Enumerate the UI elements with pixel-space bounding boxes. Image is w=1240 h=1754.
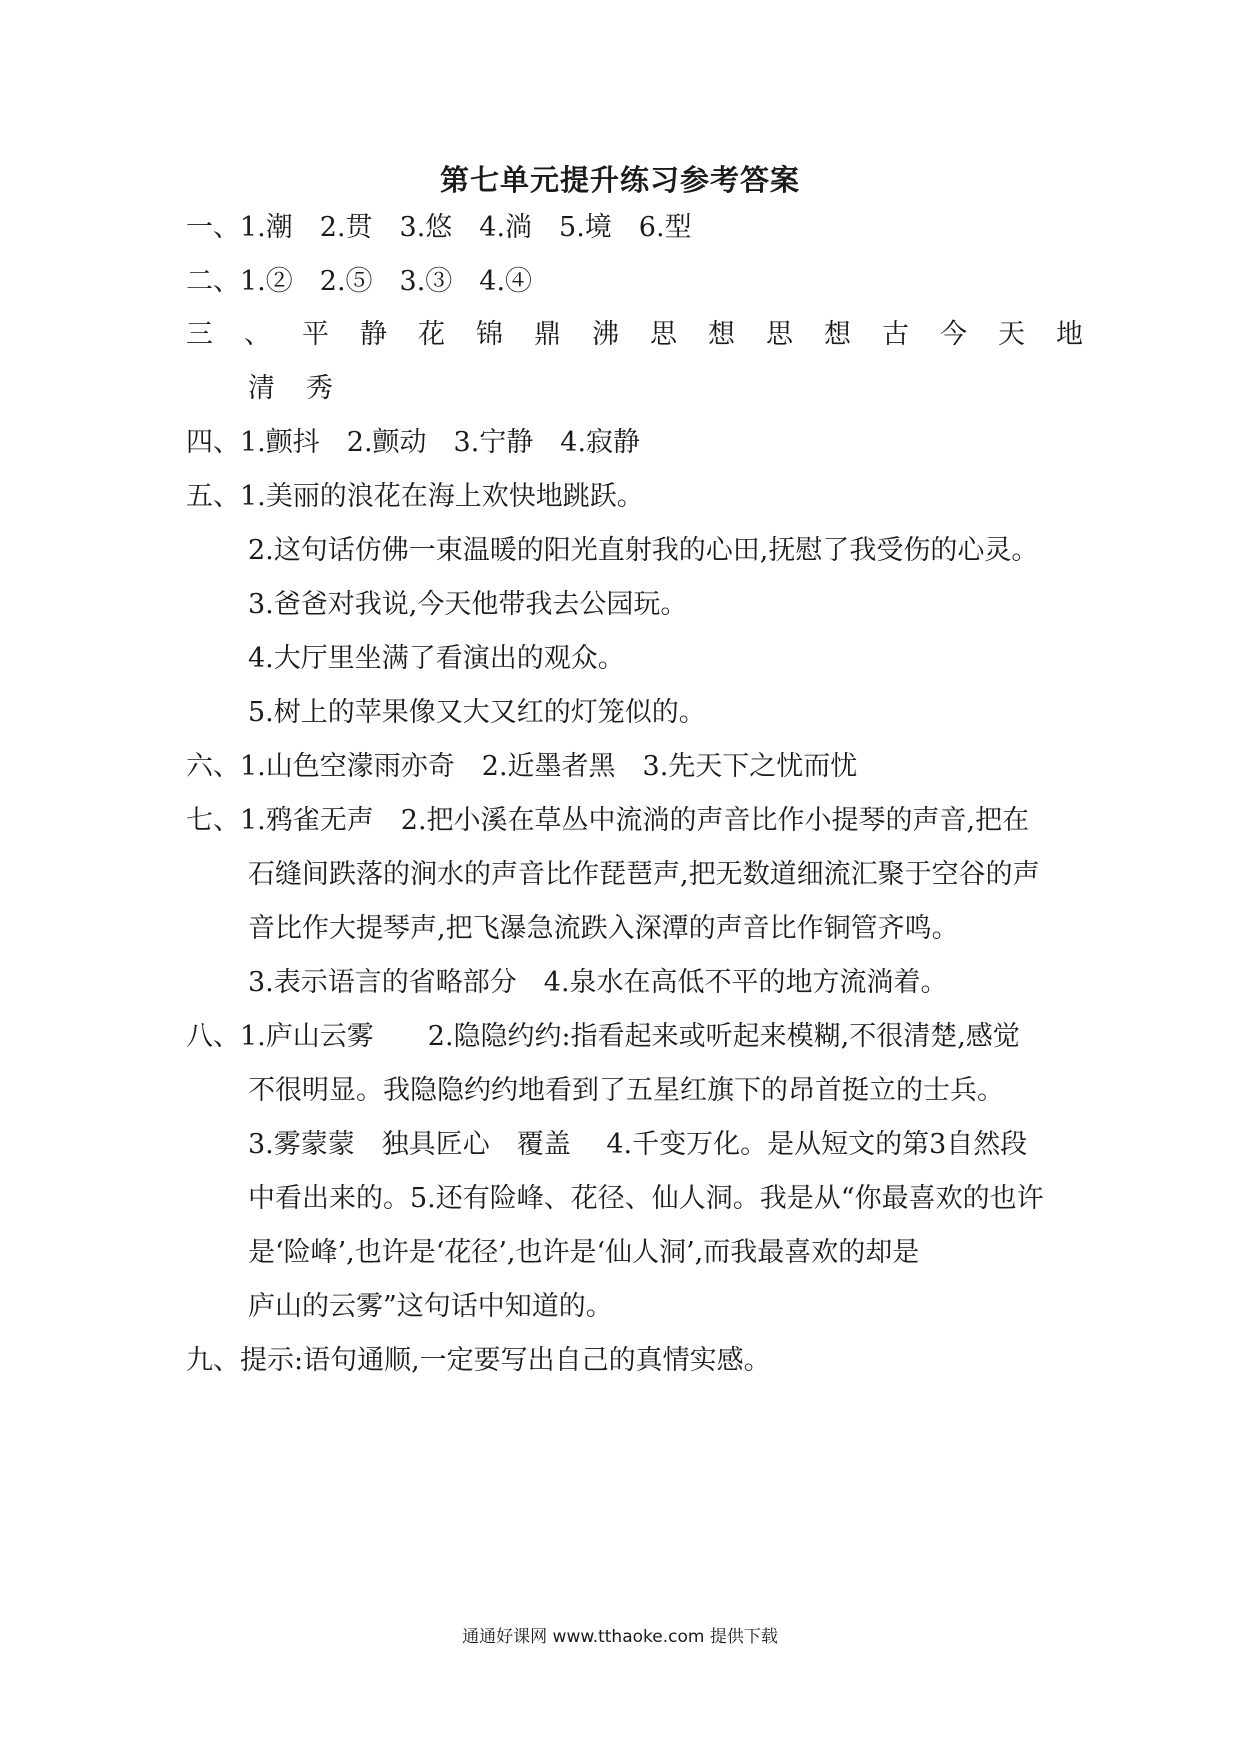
answer-section-5-item-1: 五、1.美丽的浪花在海上欢快地跳跃。 [186,481,644,512]
answer-section-5-item-5: 5.树上的苹果像又大又红的灯笼似的。 [248,697,706,728]
answer-section-3-line-2: 清秀 [248,373,364,404]
answer-section-5-item-4: 4.大厅里坐满了看演出的观众。 [248,643,625,674]
answer-section-8-line-6: 庐山的云雾”这句话中知道的。 [248,1291,613,1322]
answer-section-4: 四、1.颤抖 2.颤动 3.宁静 4.寂静 [186,427,641,458]
answer-section-8-line-2: 不很明显。我隐隐约约地看到了五星红旗下的昂首挺立的士兵。 [248,1075,1004,1106]
answer-section-9: 九、提示:语句通顺,一定要写出自己的真情实感。 [186,1345,771,1376]
answer-section-1: 一、1.潮 2.贯 3.悠 4.淌 5.境 6.型 [186,212,692,243]
page-title: 第七单元提升练习参考答案 [439,163,800,197]
answer-section-5-item-2: 2.这句话仿佛一束温暖的阳光直射我的心田,抚慰了我受伤的心灵。 [248,535,1039,566]
answer-section-7-line-3: 音比作大提琴声,把飞瀑急流跌入深潭的声音比作铜管齐鸣。 [248,913,959,944]
answer-section-7-line-4: 3.表示语言的省略部分 4.泉水在高低不平的地方流淌着。 [248,967,948,998]
answer-section-7-line-2: 石缝间跌落的涧水的声音比作琵琶声,把无数道细流汇聚于空谷的声 [248,859,1040,890]
answer-section-8-line-3: 3.雾蒙蒙 独具匠心 覆盖 4.千变万化。是从短文的第3自然段 [248,1129,1028,1160]
answer-section-2: 二、1.② 2.⑤ 3.③ 4.④ [186,266,533,297]
answer-section-6: 六、1.山色空濛雨亦奇 2.近墨者黑 3.先天下之忧而忧 [186,751,858,782]
answer-section-8-line-1: 八、1.庐山云雾 2.隐隐约约:指看起来或听起来模糊,不很清楚,感觉 [186,1021,1020,1052]
answer-section-5-item-3: 3.爸爸对我说,今天他带我去公园玩。 [248,589,688,620]
footer-text: 通通好课网 www.tthaoke.com 提供下载 [462,1627,778,1647]
answer-section-3-line-1: 三、平静花锦鼎沸思想思想古今天地 [186,319,1114,350]
answer-section-8-line-5: 是‘险峰’,也许是‘花径’,也许是‘仙人洞’,而我最喜欢的却是 [248,1237,920,1268]
answer-section-8-line-4: 中看出来的。5.还有险峰、花径、仙人洞。我是从“你最喜欢的也许 [248,1183,1044,1214]
answer-section-7-line-1: 七、1.鸦雀无声 2.把小溪在草丛中流淌的声音比作小提琴的声音,把在 [186,805,1030,836]
